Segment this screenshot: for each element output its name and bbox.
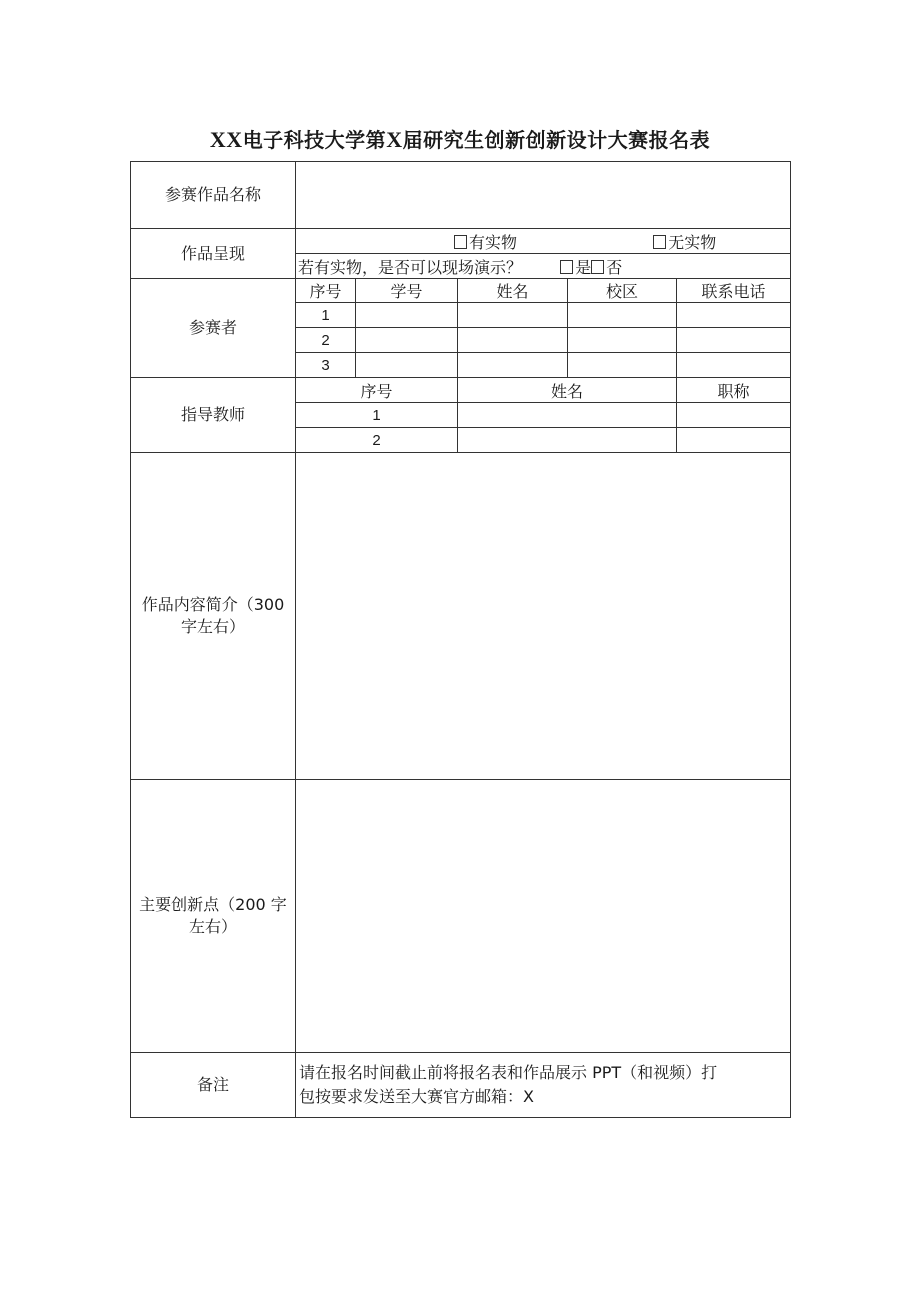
title-prefix: XX (209, 127, 243, 152)
no-checkbox[interactable] (591, 260, 604, 274)
participant-name-field[interactable] (458, 303, 568, 328)
title-part2: 届研究生创新创新设计大赛报名表 (402, 128, 711, 152)
summary-label-line2: 字左右） (180, 617, 245, 636)
work-name-row (131, 162, 791, 229)
remarks-text (296, 1053, 791, 1118)
participant-phone-field[interactable] (677, 353, 791, 378)
summary-label-line1: 作品内容简介（300 (141, 595, 285, 614)
presentation-label: 作品呈现 (131, 229, 296, 279)
demo-question-cell (296, 254, 791, 279)
advisor-name-field[interactable] (458, 428, 677, 453)
participants-label: 参赛者 (131, 279, 296, 378)
participant-student-id-field[interactable] (356, 328, 458, 353)
yes-checkbox[interactable] (560, 260, 573, 274)
physical-checkbox[interactable] (454, 235, 467, 249)
advisors-col-title: 职称 (677, 378, 791, 403)
participant-no: 1 (296, 303, 356, 328)
presentation-options (296, 229, 791, 254)
participant-name-field[interactable] (458, 353, 568, 378)
innovation-label (131, 780, 296, 1053)
participant-student-id-field[interactable] (356, 353, 458, 378)
title-x: X (386, 127, 403, 152)
physical-option-label: 有实物 (469, 232, 518, 252)
work-name-label: 参赛作品名称 (131, 162, 296, 229)
title-part1: 电子科技大学第 (242, 128, 387, 152)
summary-label (131, 453, 296, 780)
participant-phone-field[interactable] (677, 303, 791, 328)
demo-yes-option[interactable] (560, 258, 591, 277)
advisors-col-name: 姓名 (458, 378, 677, 403)
summary-row (131, 453, 791, 780)
participants-col-phone: 联系电话 (677, 279, 791, 303)
advisors-col-no: 序号 (296, 378, 458, 403)
remarks-line1: 请在报名时间截止前将报名表和作品展示 PPT（和视频）打 (299, 1063, 718, 1082)
summary-field[interactable] (296, 453, 791, 780)
participants-col-student-id: 学号 (356, 279, 458, 303)
advisor-no: 2 (296, 428, 458, 453)
participant-student-id-field[interactable] (356, 303, 458, 328)
innovation-label-line1: 主要创新点（200 字 (139, 895, 287, 914)
nonphysical-option[interactable] (653, 233, 716, 252)
presentation-row-1 (131, 229, 791, 254)
participant-no: 3 (296, 353, 356, 378)
remarks-label: 备注 (131, 1053, 296, 1118)
participants-col-campus: 校区 (568, 279, 677, 303)
advisor-title-field[interactable] (677, 403, 791, 428)
advisors-header-row (131, 378, 791, 403)
advisor-title-field[interactable] (677, 428, 791, 453)
work-name-field[interactable] (296, 162, 791, 229)
participant-name-field[interactable] (458, 328, 568, 353)
nonphysical-option-label: 无实物 (668, 232, 717, 252)
no-label: 否 (606, 257, 623, 277)
remarks-line2: 包按要求发送至大赛官方邮箱：X (299, 1087, 534, 1106)
nonphysical-checkbox[interactable] (653, 235, 666, 249)
participant-phone-field[interactable] (677, 328, 791, 353)
advisors-label: 指导教师 (131, 378, 296, 453)
yes-label: 是 (575, 257, 592, 277)
participants-col-name: 姓名 (458, 279, 568, 303)
participant-campus-field[interactable] (568, 328, 677, 353)
registration-form-table (130, 161, 791, 1118)
demo-no-option[interactable] (591, 258, 622, 277)
participant-no: 2 (296, 328, 356, 353)
physical-option[interactable] (454, 233, 517, 252)
advisor-no: 1 (296, 403, 458, 428)
demo-question: 若有实物，是否可以现场演示？ (298, 257, 523, 277)
innovation-label-line2: 左右） (188, 917, 237, 936)
participants-col-no: 序号 (296, 279, 356, 303)
page-title (0, 124, 920, 153)
participants-header-row (131, 279, 791, 303)
innovation-field[interactable] (296, 780, 791, 1053)
advisor-name-field[interactable] (458, 403, 677, 428)
participant-campus-field[interactable] (568, 303, 677, 328)
remarks-row (131, 1053, 791, 1118)
participant-campus-field[interactable] (568, 353, 677, 378)
innovation-row (131, 780, 791, 1053)
